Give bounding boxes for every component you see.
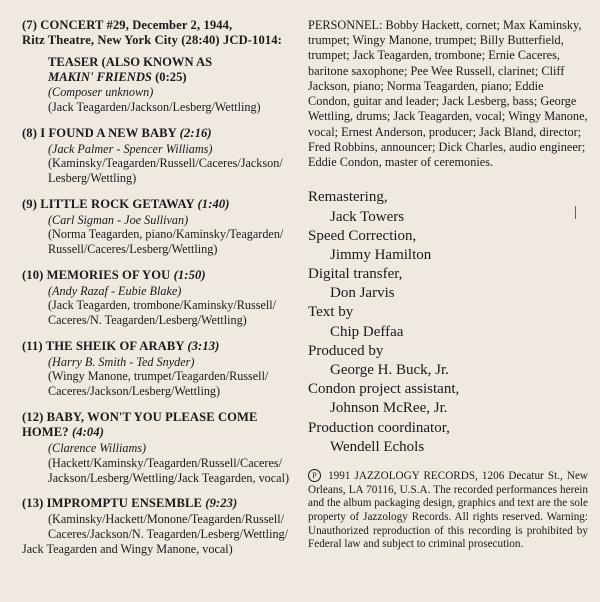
track-entry (22, 126, 294, 186)
track-entry (22, 268, 294, 328)
personnel-text: Bobby Hackett, cornet; Max Kaminsky, trumpet; Wingy Manone, trumpet; Billy Butterfield, trumpet; Jack Teagarden, trombone; Ernie Caceres, baritone saxophone; Pee Wee Russell, clarinet; Cliff Jackson, piano; Norma Teagarden, piano; Eddie Condon, guitar and leader; Jack Lesberg, bass; George Wettling, drums; Jack Teagarden, vocal; Wingy Manone, vocal; Ernest Anderson, producer; Jack Bland, director; Fred Robbins, announcer; Dick Charles, audio engineer; Eddie Condon, master of ceremonies. (308, 18, 588, 170)
credit-role: Condon project assistant, (308, 381, 460, 398)
track-duration: (9:23) (205, 496, 238, 511)
track-heading (22, 410, 294, 441)
track-subtitle: TEASER (ALSO KNOWN AS (48, 54, 213, 69)
track-number: (11) (22, 339, 43, 354)
track-personnel-cont: Caceres/Jackson/Lesberg/Wettling) (48, 384, 221, 399)
track-entry (22, 197, 294, 257)
credit-name: Jack Towers (330, 208, 405, 225)
track-duration: (4:04) (71, 425, 105, 440)
credit-role: Production coordinator, (308, 419, 450, 436)
track-personnel: (Hackett/Kaminsky/Teagarden/Russell/Caceres/ (48, 455, 283, 470)
track-personnel-cont: Caceres/N. Teagarden/Lesberg/Wettling) (48, 313, 247, 328)
track-entry (22, 18, 294, 115)
track-heading (22, 268, 294, 283)
track-composer: (Clarence Williams) (48, 440, 147, 455)
track-personnel-cont: Russell/Caceres/Lesberg/Wettling) (48, 242, 218, 257)
track-personnel-cont: Caceres/Jackson/N. Teagarden/Lesberg/Wettling/ (48, 526, 289, 541)
track-title: I FOUND A NEW BABY (40, 126, 177, 141)
track-composer: (Composer unknown) (48, 85, 154, 100)
track-entry (22, 339, 294, 399)
track-composer: (Harry B. Smith - Ted Snyder) (48, 354, 195, 369)
track-title: THE SHEIK OF ARABY (45, 339, 185, 354)
credit-name: Johnson McRee, Jr. (330, 400, 448, 417)
track-number: (8) (22, 126, 37, 141)
track-heading (22, 496, 294, 511)
track-subtitle-alt (22, 70, 294, 85)
track-number: (7) (22, 18, 37, 32)
track-subtitle-alt-italic: MAKIN' FRIENDS (48, 70, 152, 85)
personnel-heading: PERSONNEL: (308, 18, 383, 32)
track-personnel: (Jack Teagarden/Jackson/Lesberg/Wettling) (48, 100, 261, 115)
phonogram-copyright-icon: P (308, 469, 321, 482)
credit-role: Speed Correction, (308, 227, 417, 244)
track-title: MEMORIES OF YOU (46, 268, 171, 283)
production-credits (308, 188, 588, 457)
track-personnel-cont: Jackson/Lesberg/Wettling/Jack Teagarden, vocal) (48, 470, 290, 485)
track-number: (12) (22, 410, 44, 425)
track-personnel-cont: Lesberg/Wettling) (48, 171, 137, 186)
track-personnel-cont2: Jack Teagarden and Wingy Manone, vocal) (22, 541, 233, 556)
credit-role: Digital transfer, (308, 266, 403, 283)
track-heading (22, 197, 294, 212)
track-composer: (Carl Sigman - Joe Sullivan) (48, 212, 189, 227)
credit-role: Text by (308, 304, 354, 321)
track-entry (22, 496, 294, 556)
credit-name: Wendell Echols (330, 438, 425, 455)
track-composer: (Jack Palmer - Spencer Williams) (48, 141, 213, 156)
track-heading (22, 126, 294, 141)
track-title: LITTLE ROCK GETAWAY (40, 197, 195, 212)
track-duration: (1:40) (197, 197, 230, 212)
track-heading (22, 339, 294, 354)
track-personnel: (Wingy Manone, trumpet/Teagarden/Russell/ (48, 369, 269, 384)
credit-name: Jimmy Hamilton (330, 246, 432, 263)
track-personnel: (Norma Teagarden, piano/Kaminsky/Teagarden/ (48, 227, 284, 242)
track-personnel: (Jack Teagarden, trombone/Kaminsky/Russell/ (48, 298, 277, 313)
track-number: (13) (22, 496, 44, 511)
credits-column (308, 18, 588, 592)
track-personnel: (Kaminsky/Hackett/Monone/Teagarden/Russell/ (48, 511, 285, 526)
print-registration-mark (575, 206, 576, 219)
track-title: BABY, WON'T YOU PLEASE COME HOME? (22, 410, 258, 440)
credit-name: George H. Buck, Jr. (330, 362, 449, 379)
copyright-text: 1991 JAZZOLOGY RECORDS, 1206 Decatur St., New Orleans, LA 70116, U.S.A. The recorded performances herein and the album packaging design, graphics and text are the sole property of Jazzology Records. All rights reserved. Warning: Unauthorized reproduction of this recording is prohibited by Federal law and subject to criminal prosecution. (308, 469, 588, 551)
track-heading (22, 18, 294, 33)
track-duration: (3:13) (187, 339, 220, 354)
track-number: (9) (22, 197, 37, 212)
track-personnel: (Kaminsky/Teagarden/Russell/Caceres/Jackson/ (48, 156, 283, 171)
credit-name: Chip Deffaa (330, 323, 404, 340)
track-listing-column (22, 18, 294, 592)
track-duration: (2:16) (179, 126, 212, 141)
track-subtitle-alt-duration: (0:25) (151, 70, 187, 85)
credit-role: Remastering, (308, 189, 388, 206)
copyright-notice (308, 469, 588, 552)
track-duration: (1:50) (173, 268, 206, 283)
track-composer: (Andy Razaf - Eubie Blake) (48, 283, 182, 298)
track-number: (10) (22, 268, 44, 283)
track-title: CONCERT #29, December 2, 1944, (40, 18, 233, 32)
track-heading-line2: Ritz Theatre, New York City (28:40) JCD-1014: (22, 33, 282, 48)
credit-name: Don Jarvis (330, 285, 395, 302)
track-title: IMPROMPTU ENSEMBLE (46, 496, 203, 511)
credit-role: Produced by (308, 342, 384, 359)
personnel-list (308, 18, 588, 170)
track-entry (22, 410, 294, 485)
